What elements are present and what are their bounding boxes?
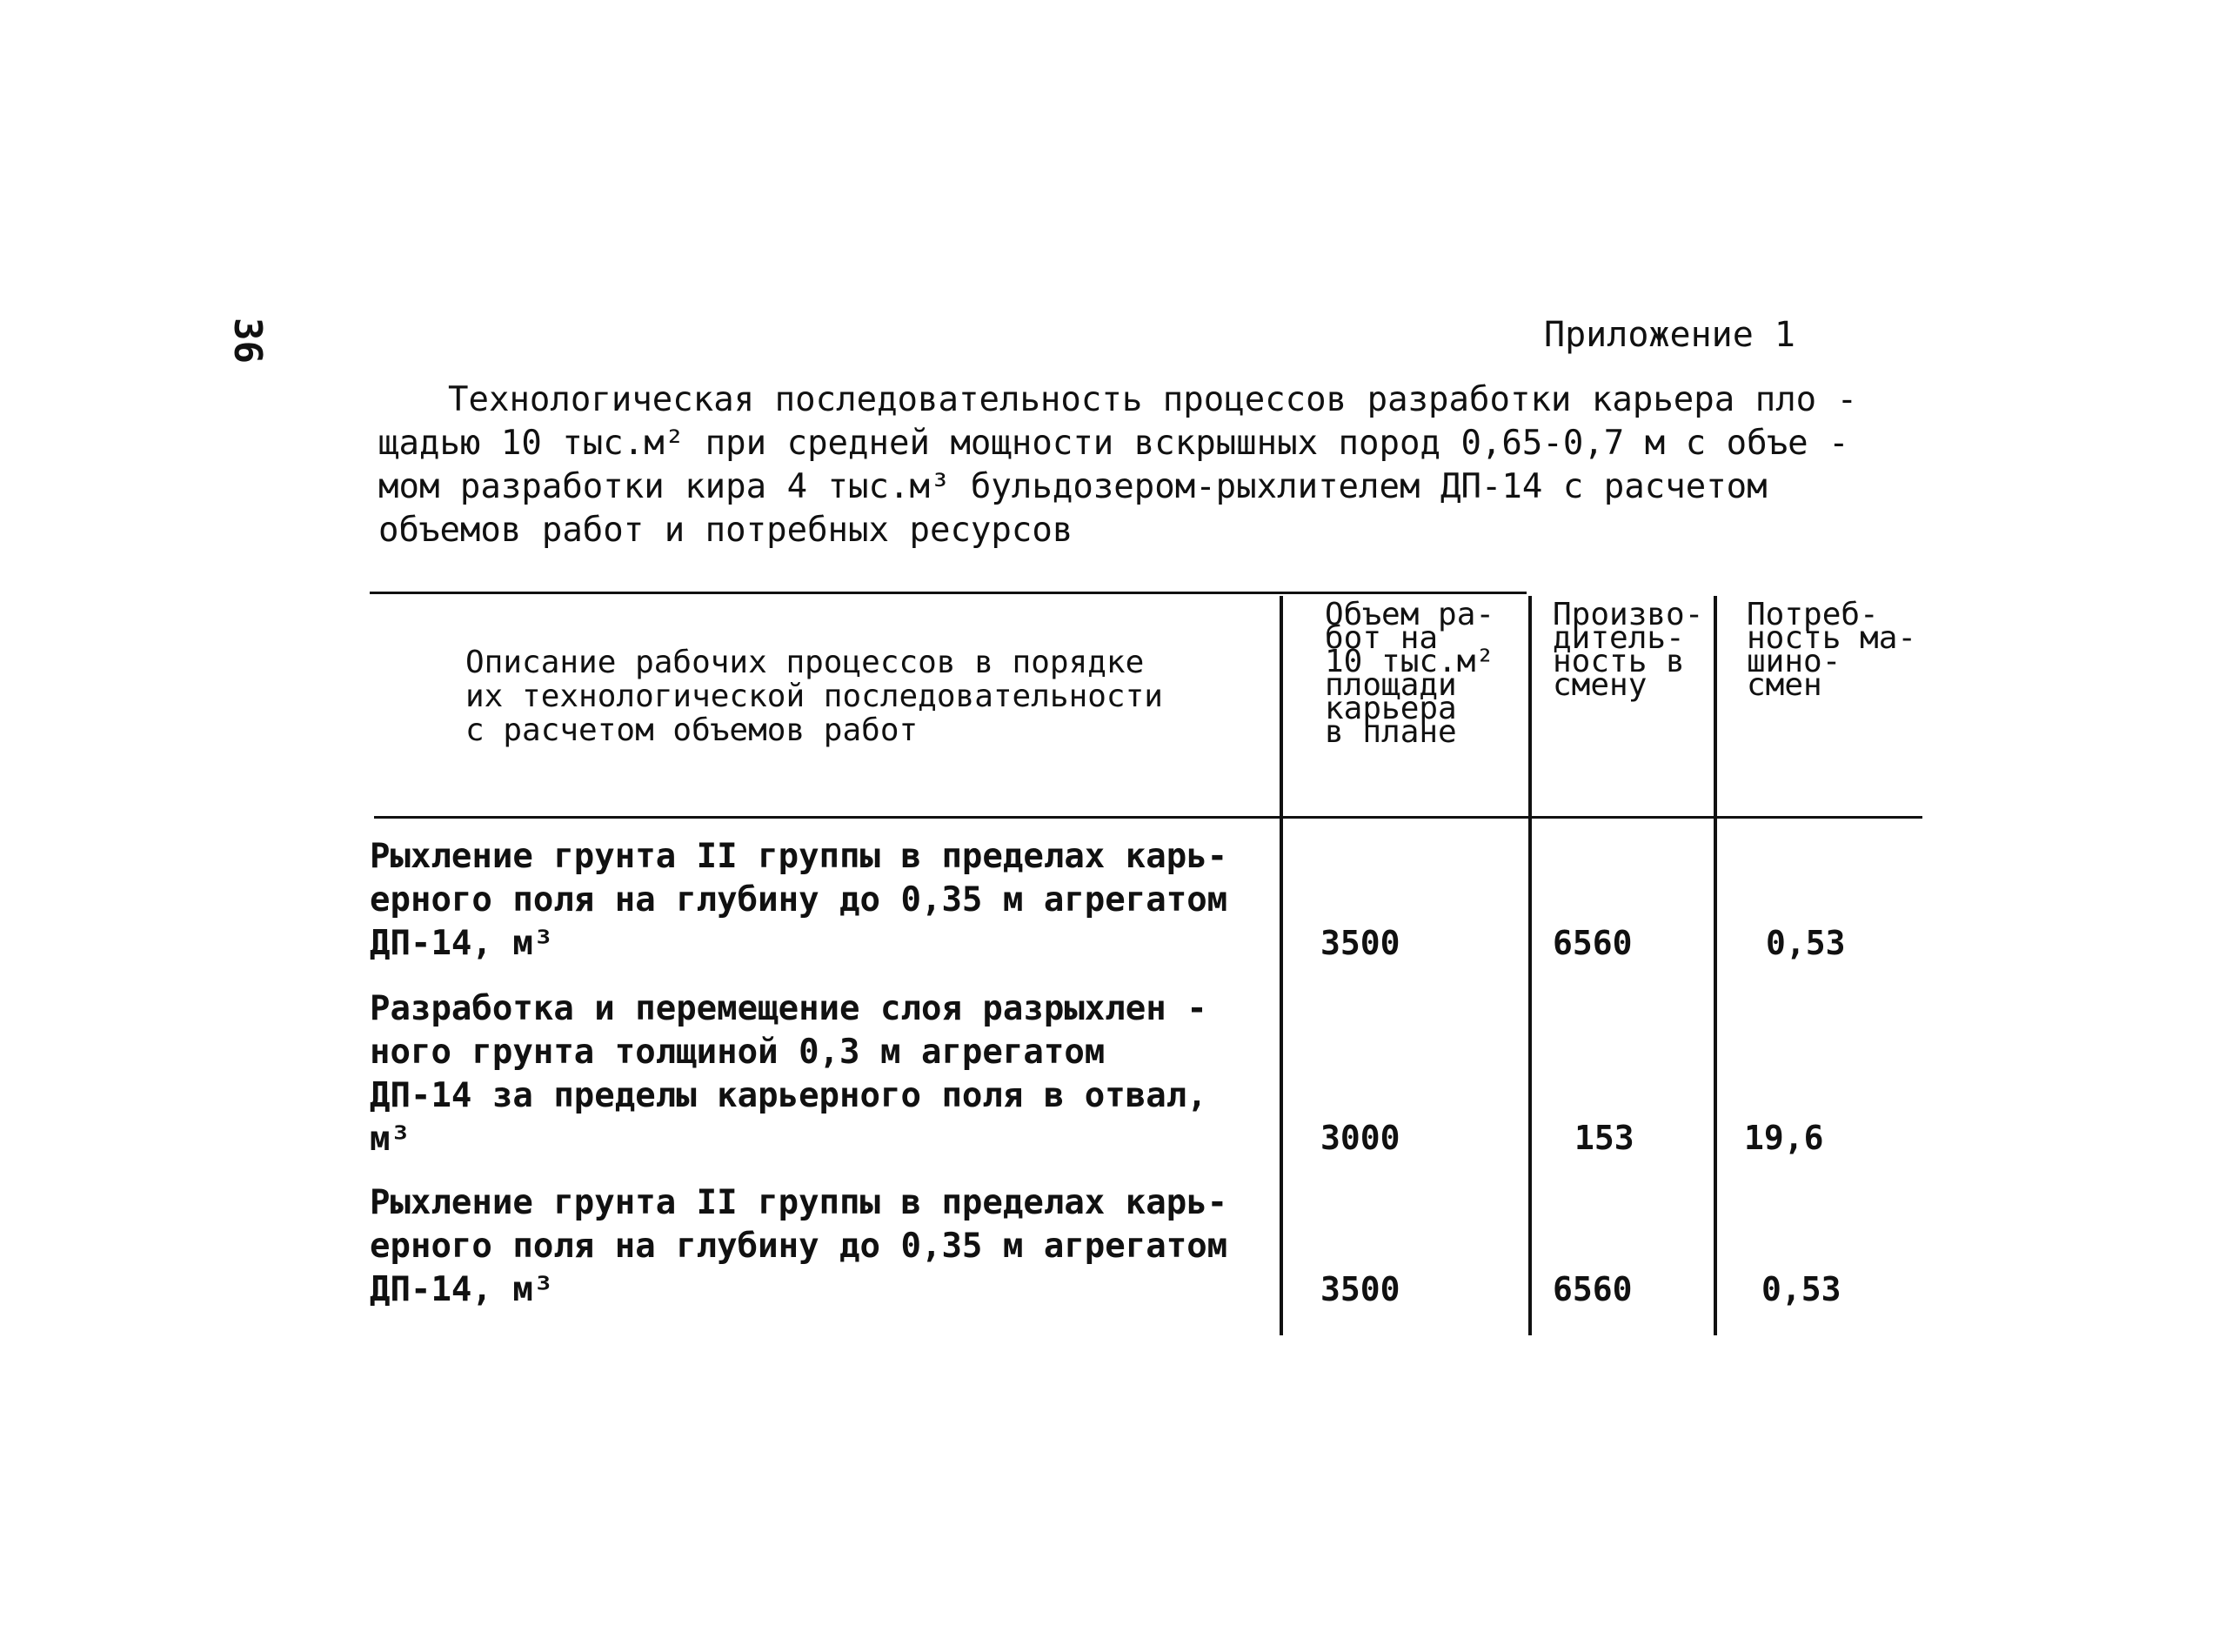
heading-line: объемов работ и потребных ресурсов — [378, 511, 1073, 550]
row-productivity: 153 — [1574, 1119, 1634, 1157]
appendix-label: Приложение 1 — [1544, 315, 1795, 355]
table-header-machine-shifts: Потреб- ность ма- шино- смен — [1747, 597, 1917, 703]
heading-line: мом разработки кира 4 тыс.м³ бульдозером-рыхлителем ДП-14 с расчетом — [378, 467, 1768, 506]
row-description: Разработка и перемещение слоя разрыхлен - ного грунта толщиной 0,3 м агрегатом ДП-14 за пределы карьерного поля в отвал, м³ — [370, 989, 1207, 1159]
table-column-divider — [1714, 596, 1717, 1335]
row-volume: 3000 — [1320, 1119, 1400, 1157]
row-productivity: 6560 — [1553, 924, 1633, 962]
row-machine-shifts: 0,53 — [1761, 1270, 1841, 1308]
row-productivity: 6560 — [1553, 1270, 1633, 1308]
table-column-divider — [1528, 596, 1532, 1335]
heading-line: Технологическая последовательность процессов разработки карьера пло - — [448, 380, 1858, 419]
row-machine-shifts: 0,53 — [1766, 924, 1846, 962]
table-header-productivity: Произво- дитель- ность в смену — [1553, 597, 1704, 703]
table-header-volume: Объем ра- бот на 10 тыс.м² площади карьера в плане — [1325, 597, 1495, 750]
document-heading — [378, 378, 1935, 552]
row-description: Рыхление грунта II группы в пределах карь- ерного поля на глубину до 0,35 м агрегатом ДП-14, м³ — [370, 837, 1228, 963]
table-header-description: Описание рабочих процессов в порядке их технологической последовательности с расчетом объемов работ — [465, 645, 1163, 748]
row-description: Рыхление грунта II группы в пределах карь- ерного поля на глубину до 0,35 м агрегатом ДП-14, м³ — [370, 1183, 1228, 1309]
table-top-rule — [370, 592, 1527, 594]
row-volume: 3500 — [1320, 924, 1400, 962]
page-number: 36 — [225, 318, 270, 364]
heading-line: щадью 10 тыс.м² при средней мощности вскрышных пород 0,65-0,7 м с объе - — [378, 424, 1849, 463]
row-volume: 3500 — [1320, 1270, 1400, 1308]
table-column-divider — [1280, 596, 1283, 1335]
table-header-rule — [374, 816, 1922, 819]
row-machine-shifts: 19,6 — [1744, 1119, 1824, 1157]
